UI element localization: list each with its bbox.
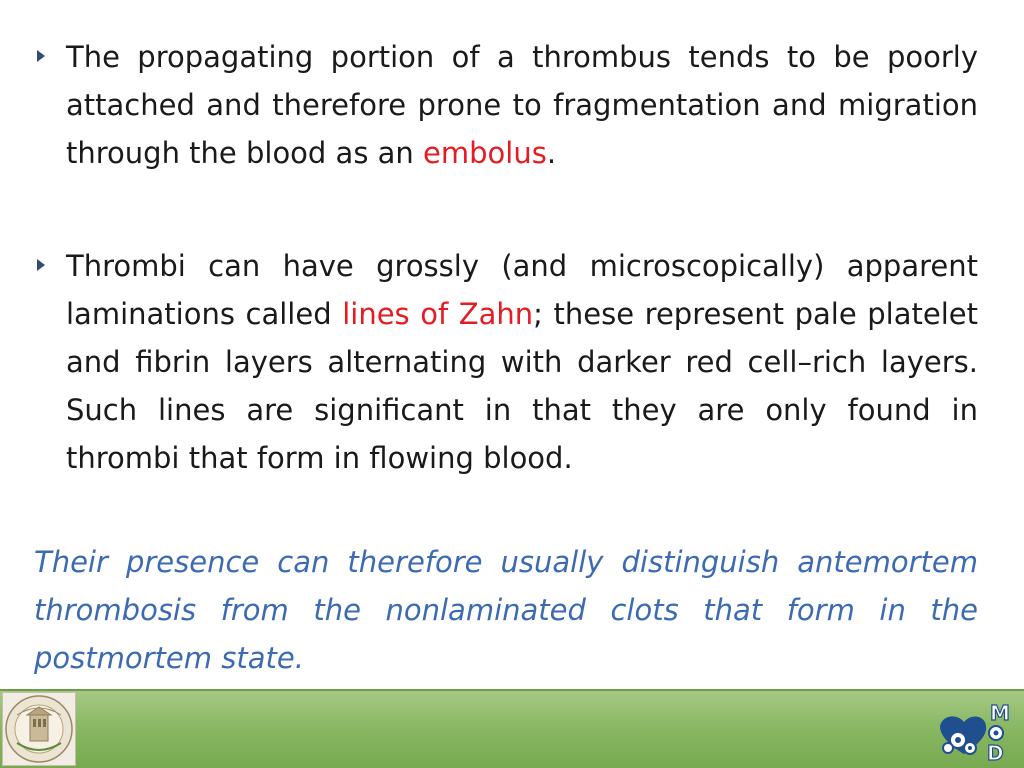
svg-text:D: D: [987, 741, 1004, 764]
bullet-text-2: [66, 242, 978, 482]
mod-gears-logo-icon: [936, 698, 1010, 764]
bullet-text-1: [66, 33, 978, 177]
highlight-term-lines-of-zahn: lines of Zahn: [342, 297, 534, 331]
bullet-text-1-before: The propagating portion of a thrombus tends to be poorly attached and therefore prone to fragmentation and migration through the blood as an: [66, 40, 978, 170]
bullet-item-1: [34, 33, 978, 177]
bullet-text-2-after: ; these represent pale platelet and fibrin layers alternating with darker red cell–rich layers. Such lines are significant in that they are only found in thrombi that form in flowing blood.: [66, 297, 978, 475]
svg-text:M: M: [990, 701, 1010, 725]
highlight-term-embolus: embolus: [423, 136, 547, 170]
bullet-item-2: [34, 242, 978, 482]
university-seal-icon: [2, 692, 76, 766]
footer-bar: [0, 689, 1024, 768]
bullet-arrow-icon: [34, 242, 66, 271]
bullet-text-2-before: Thrombi can have grossly (and microscopically) apparent laminations called: [66, 249, 978, 331]
bullet-arrow-icon: [34, 33, 66, 62]
bullet-text-1-after: .: [546, 136, 557, 170]
italic-note: Their presence can therefore usually distinguish antemortem thrombosis from the nonlaminated clots that form in the postmortem state.: [34, 545, 978, 675]
